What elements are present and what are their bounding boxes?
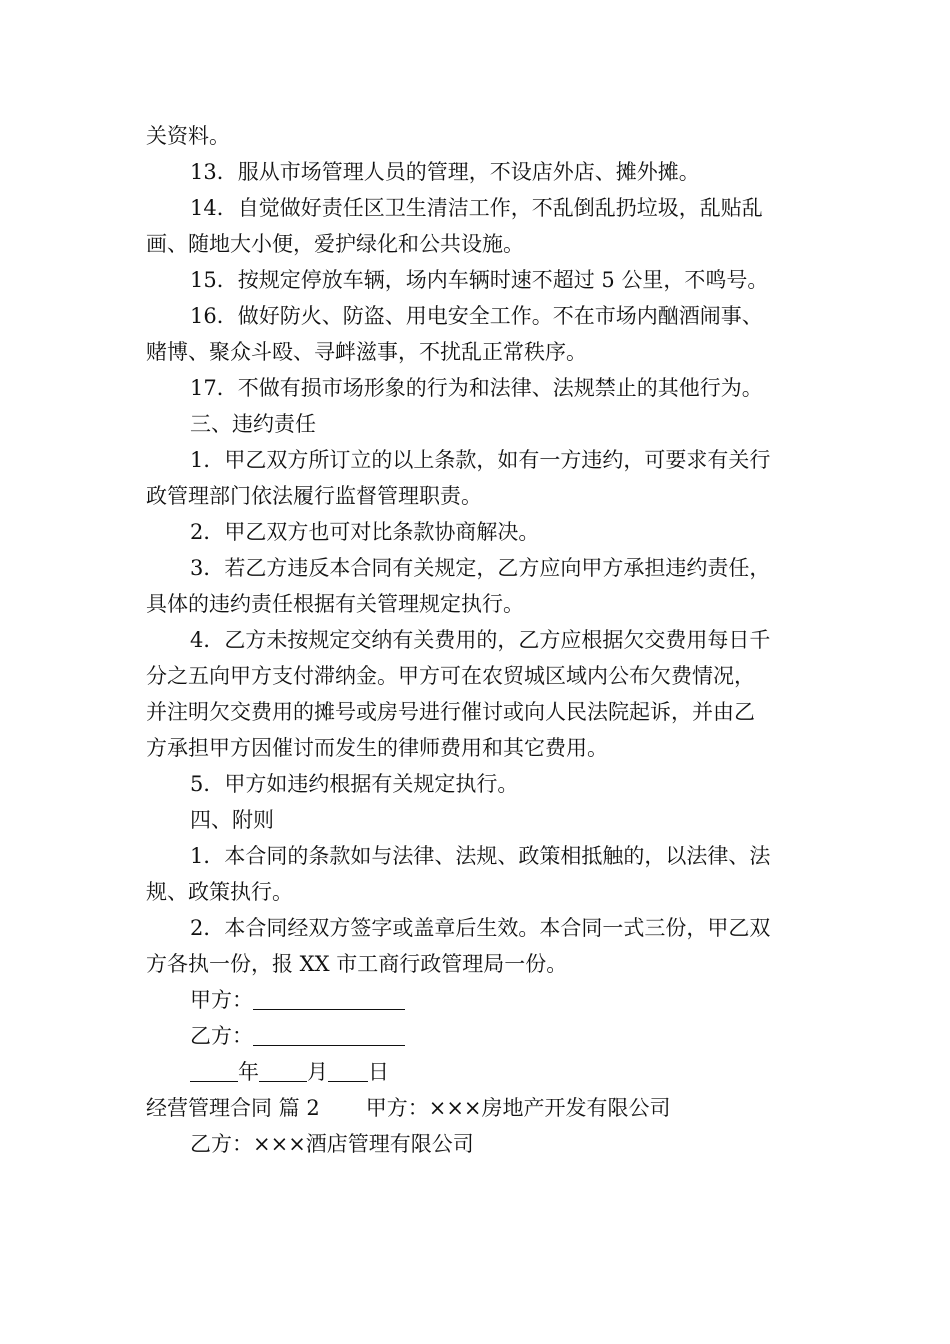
- appendix-clause-1: 1．本合同的条款如与法律、法规、政策相抵触的，以法律、法: [190, 844, 771, 868]
- date-line: [146, 1054, 810, 1090]
- clause-16: 16．做好防火、防盗、用电安全工作。不在市场内酗酒闹事、: [190, 304, 763, 328]
- clause-13: 13．服从市场管理人员的管理，不设店外店、摊外摊。: [190, 160, 700, 184]
- paragraph-line: 方各执一份，报 XX 市工商行政管理局一份。: [146, 952, 568, 976]
- month-label: 月: [307, 1060, 328, 1084]
- year-blank[interactable]: [190, 1059, 238, 1082]
- party-a-label: 甲方：: [190, 988, 253, 1012]
- day-label: 日: [368, 1060, 389, 1084]
- section-heading-appendix: 四、附则: [190, 808, 274, 832]
- day-blank[interactable]: [328, 1059, 368, 1082]
- breach-clause-2: 2．甲乙双方也可对比条款协商解决。: [190, 520, 540, 544]
- breach-clause-1: 1．甲乙双方所订立的以上条款，如有一方违约，可要求有关行: [190, 448, 771, 472]
- breach-clause-5: 5．甲方如违约根据有关规定执行。: [190, 772, 519, 796]
- paragraph-line: 并注明欠交费用的摊号或房号进行催讨或向人民法院起诉，并由乙: [146, 700, 755, 724]
- party-a-signature-line: [146, 982, 810, 1018]
- year-label: 年: [238, 1060, 259, 1084]
- next-section-title: 经营管理合同 篇 2: [146, 1096, 320, 1120]
- next-section-party-a: 甲方：×××房地产开发有限公司: [365, 1096, 671, 1120]
- next-section-heading-line: [146, 1090, 810, 1126]
- month-blank[interactable]: [259, 1059, 307, 1082]
- breach-clause-3: 3．若乙方违反本合同有关规定，乙方应向甲方承担违约责任，: [190, 556, 771, 580]
- paragraph-line: 政管理部门依法履行监督管理职责。: [146, 484, 482, 508]
- next-section-party-b: 乙方：×××酒店管理有限公司: [190, 1132, 474, 1156]
- paragraph-line: 赌博、聚众斗殴、寻衅滋事，不扰乱正常秩序。: [146, 340, 587, 364]
- paragraph-line: 关资料。: [146, 124, 230, 148]
- paragraph-line: 画、随地大小便，爱护绿化和公共设施。: [146, 232, 524, 256]
- clause-14: 14．自觉做好责任区卫生清洁工作，不乱倒乱扔垃圾，乱贴乱: [190, 196, 763, 220]
- paragraph-line: 规、政策执行。: [146, 880, 293, 904]
- paragraph-line: 方承担甲方因催讨而发生的律师费用和其它费用。: [146, 736, 608, 760]
- document-body: [146, 118, 810, 1162]
- party-a-blank[interactable]: [253, 987, 405, 1010]
- paragraph-line: 具体的违约责任根据有关管理规定执行。: [146, 592, 524, 616]
- section-heading-breach: 三、违约责任: [190, 412, 316, 436]
- party-b-label: 乙方：: [190, 1024, 253, 1048]
- breach-clause-4: 4．乙方未按规定交纳有关费用的，乙方应根据欠交费用每日千: [190, 628, 771, 652]
- appendix-clause-2: 2．本合同经双方签字或盖章后生效。本合同一式三份，甲乙双: [190, 916, 771, 940]
- party-b-blank[interactable]: [253, 1023, 405, 1046]
- clause-15: 15．按规定停放车辆，场内车辆时速不超过 5 公里，不鸣号。: [190, 268, 769, 292]
- party-b-signature-line: [146, 1018, 810, 1054]
- paragraph-line: 分之五向甲方支付滞纳金。甲方可在农贸城区域内公布欠费情况，: [146, 664, 755, 688]
- clause-17: 17．不做有损市场形象的行为和法律、法规禁止的其他行为。: [190, 376, 763, 400]
